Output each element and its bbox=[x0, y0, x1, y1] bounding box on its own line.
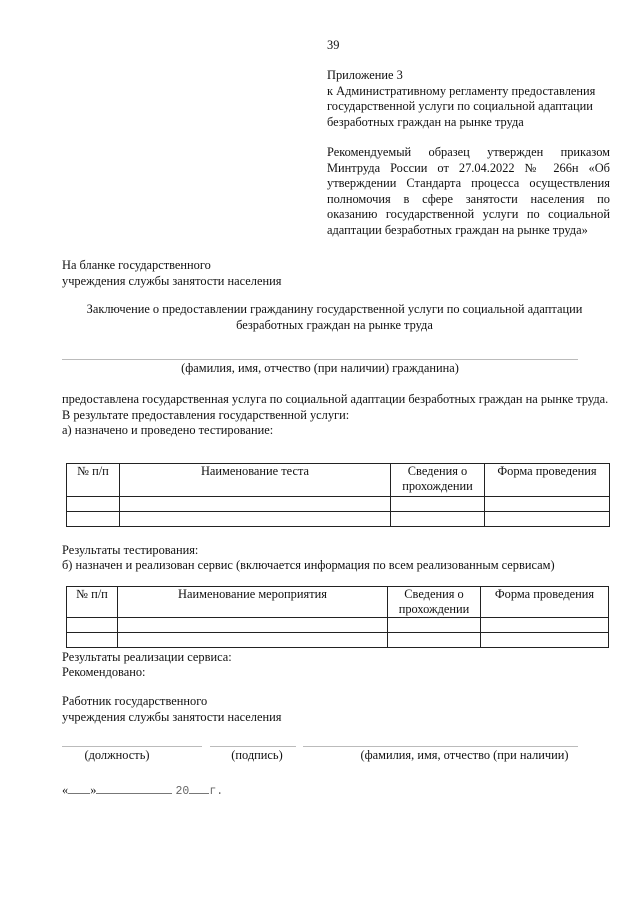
appendix-line: к Административному регламенту предоставления bbox=[327, 83, 596, 98]
full-name-line bbox=[303, 746, 578, 747]
signature-caption: (подпись) bbox=[231, 748, 283, 762]
day-blank bbox=[68, 782, 90, 794]
table-cell bbox=[481, 618, 609, 633]
position-line bbox=[62, 746, 202, 747]
table-row bbox=[67, 633, 609, 648]
table-cell bbox=[67, 618, 118, 633]
date-open-quote: « bbox=[62, 783, 69, 797]
document-title bbox=[62, 302, 607, 333]
worker-line: Работник государственного bbox=[62, 694, 208, 708]
table-cell bbox=[118, 618, 388, 633]
title-line: Заключение о предоставлении гражданину государственной услуги по социальной адаптации bbox=[86, 302, 583, 316]
approval-note: Рекомендуемый образец утвержден приказом Минтруда России от 27.04.2022 № 266н «Об утверждении Стандарта процесса осуществления полномочия в сфере занятости населения по оказанию государственной услуги по социальной адаптации безработных граждан на рынке труда» bbox=[327, 145, 610, 237]
table-cell bbox=[391, 497, 485, 512]
result-intro-text: В результате предоставления государственной услуги: bbox=[62, 407, 350, 422]
table-header-row bbox=[67, 464, 610, 497]
tests-table bbox=[66, 463, 610, 527]
date-line bbox=[62, 782, 223, 800]
table-cell bbox=[485, 497, 610, 512]
column-header: № п/п bbox=[67, 587, 118, 618]
month-blank bbox=[96, 782, 172, 794]
table-cell bbox=[67, 497, 120, 512]
column-header: Сведения о прохождении bbox=[388, 587, 481, 618]
column-header: Форма проведения bbox=[485, 464, 610, 497]
table-cell bbox=[118, 633, 388, 648]
item-b-text: б) назначен и реализован сервис (включается информация по всем реализованным сервисам) bbox=[62, 558, 555, 572]
services-table bbox=[66, 586, 609, 648]
table-cell bbox=[388, 618, 481, 633]
column-header: № п/п bbox=[67, 464, 120, 497]
appendix-header bbox=[327, 68, 613, 130]
appendix-line: безработных граждан на рынке труда bbox=[327, 114, 524, 129]
letterhead-note bbox=[62, 258, 281, 289]
year-prefix: 20 bbox=[175, 785, 190, 798]
column-header: Наименование теста bbox=[120, 464, 391, 497]
column-header: Сведения о прохождении bbox=[391, 464, 485, 497]
service-results-label: Результаты реализации сервиса: bbox=[62, 650, 232, 664]
table-row bbox=[67, 497, 610, 512]
title-line: безработных граждан на рынке труда bbox=[236, 317, 433, 332]
table-cell bbox=[120, 497, 391, 512]
year-blank bbox=[189, 782, 209, 794]
position-caption: (должность) bbox=[84, 748, 150, 762]
service-provided-text: предоставлена государственная услуга по социальной адаптации безработных граждан на рынке труда. bbox=[62, 392, 609, 406]
table-cell bbox=[67, 633, 118, 648]
tests-results-label: Результаты тестирования: bbox=[62, 543, 199, 557]
signature-line bbox=[210, 746, 296, 747]
recommended-label: Рекомендовано: bbox=[62, 665, 146, 679]
letterhead-line: учреждения службы занятости населения bbox=[62, 273, 282, 288]
table-cell bbox=[67, 512, 120, 527]
worker-line: учреждения службы занятости населения bbox=[62, 709, 282, 724]
appendix-line: государственной услуги по социальной адаптации bbox=[327, 99, 593, 114]
item-a-text: а) назначено и проведено тестирование: bbox=[62, 423, 274, 438]
page-number: 39 bbox=[327, 38, 340, 52]
table-row bbox=[67, 618, 609, 633]
citizen-name-caption: (фамилия, имя, отчество (при наличии) гражданина) bbox=[181, 361, 459, 375]
table-cell bbox=[388, 633, 481, 648]
service-paragraph bbox=[62, 392, 609, 439]
worker-block bbox=[62, 694, 281, 725]
table-cell bbox=[120, 512, 391, 527]
year-suffix: г. bbox=[209, 785, 224, 798]
column-header: Форма проведения bbox=[481, 587, 609, 618]
full-name-caption: (фамилия, имя, отчество (при наличии) bbox=[360, 748, 569, 762]
letterhead-line: На бланке государственного bbox=[62, 258, 211, 272]
table-header-row bbox=[67, 587, 609, 618]
table-cell bbox=[481, 633, 609, 648]
date-close-quote: » bbox=[90, 783, 97, 797]
table-cell bbox=[391, 512, 485, 527]
table-cell bbox=[485, 512, 610, 527]
table-row bbox=[67, 512, 610, 527]
citizen-name-line bbox=[62, 359, 578, 360]
appendix-title: Приложение 3 bbox=[327, 68, 403, 82]
column-header: Наименование мероприятия bbox=[118, 587, 388, 618]
